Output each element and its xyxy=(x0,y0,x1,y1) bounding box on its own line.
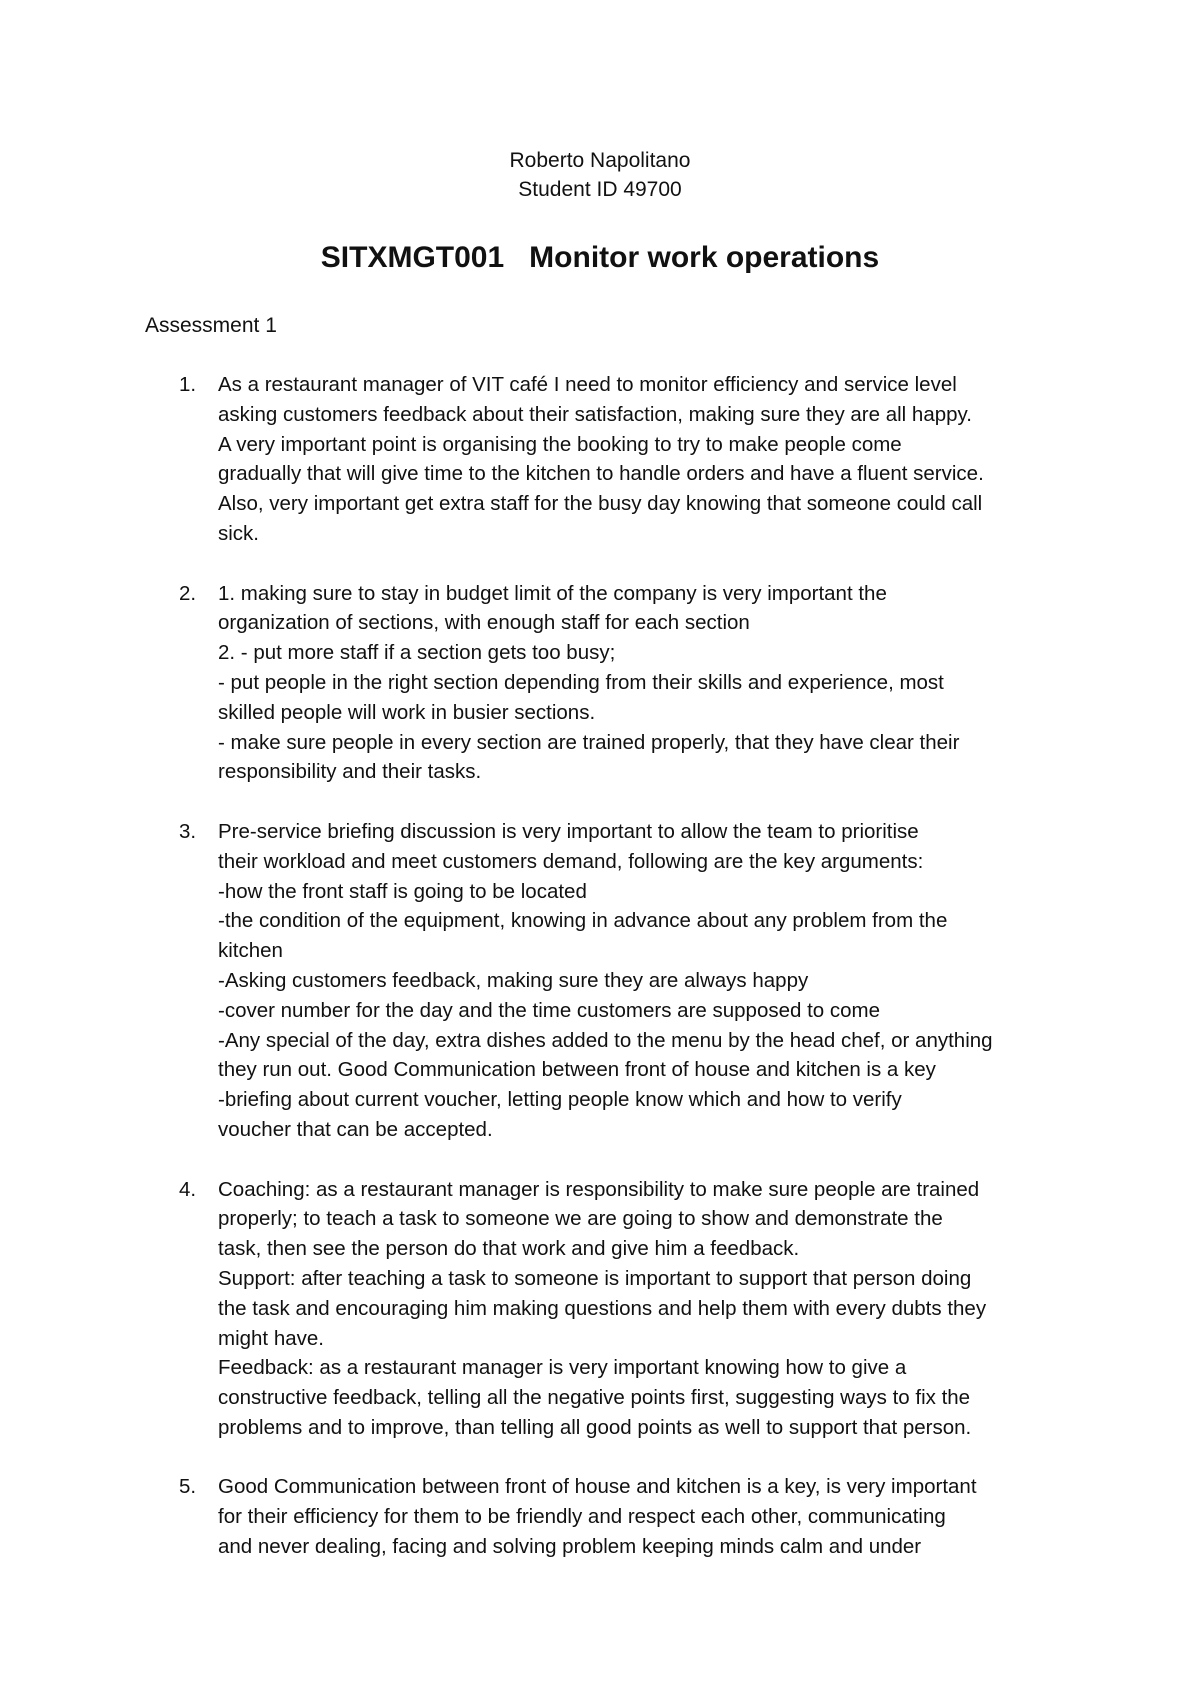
answer-line: organization of sections, with enough staff for each section xyxy=(218,611,750,635)
answer-line: might have. xyxy=(218,1326,324,1350)
student-id: Student ID 49700 xyxy=(518,178,682,201)
document-title: SITXMGT001 Monitor work operations xyxy=(320,241,880,274)
answer-line: properly; to teach a task to someone we are going to show and demonstrate the xyxy=(218,1207,943,1231)
answer-line: Pre-service briefing discussion is very important to allow the team to prioritise xyxy=(218,819,919,843)
question-item xyxy=(0,817,1200,1145)
question-answer xyxy=(218,370,1098,549)
answer-line: voucher that can be accepted. xyxy=(218,1117,493,1141)
question-item xyxy=(0,579,1200,788)
answer-line: -briefing about current voucher, letting people know which and how to verify xyxy=(218,1088,902,1112)
question-number: 1. xyxy=(179,373,197,396)
answer-line: Support: after teaching a task to someone is important to support that person doing xyxy=(218,1266,972,1290)
answer-line: asking customers feedback about their satisfaction, making sure they are all happy. xyxy=(218,402,972,426)
answer-line: responsibility and their tasks. xyxy=(218,760,482,784)
answer-line: -cover number for the day and the time customers are supposed to come xyxy=(218,998,881,1022)
answer-line: their workload and meet customers demand, following are the key arguments: xyxy=(218,849,924,873)
answer-line: Also, very important get extra staff for the busy day knowing that someone could call xyxy=(218,492,983,516)
answer-line: kitchen xyxy=(218,939,283,963)
question-answer xyxy=(218,817,1098,1145)
question-number: 2. xyxy=(179,581,197,605)
answer-line: -how the front staff is going to be located xyxy=(218,879,587,903)
answer-line: -Asking customers feedback, making sure they are always happy xyxy=(218,968,809,992)
answer-line: for their efficiency for them to be friendly and respect each other, communicating xyxy=(218,1505,946,1529)
question-number: 4. xyxy=(179,1177,197,1201)
answer-line: skilled people will work in busier sections. xyxy=(218,700,596,724)
answer-line: A very important point is organising the booking to try to make people come xyxy=(218,432,902,456)
document-header xyxy=(0,146,1200,204)
question-number: 5. xyxy=(179,1475,197,1499)
answer-line: and never dealing, facing and solving problem keeping minds calm and under xyxy=(218,1535,922,1559)
answer-line: -the condition of the equipment, knowing in advance about any problem from the xyxy=(218,909,948,933)
question-item xyxy=(0,1472,1200,1561)
question-item xyxy=(0,370,1200,549)
question-item xyxy=(0,1175,1200,1443)
answer-line: Good Communication between front of house and kitchen is a key, is very important xyxy=(218,1475,977,1499)
answer-line: - put people in the right section depending from their skills and experience, most xyxy=(218,670,944,694)
question-answer xyxy=(218,1472,1098,1561)
question-number: 3. xyxy=(179,819,197,843)
answer-line: the task and encouraging him making questions and help them with every dubts they xyxy=(218,1296,987,1320)
question-list xyxy=(0,370,1200,1592)
answer-line: -Any special of the day, extra dishes added to the menu by the head chef, or anything xyxy=(218,1028,993,1052)
question-answer xyxy=(218,579,1098,788)
answer-line: 2. - put more staff if a section gets too busy; xyxy=(218,641,616,665)
answer-line: Feedback: as a restaurant manager is very important knowing how to give a xyxy=(218,1356,907,1380)
answer-line: they run out. Good Communication between front of house and kitchen is a key xyxy=(218,1058,936,1082)
question-answer xyxy=(218,1175,1098,1443)
answer-line: 1. making sure to stay in budget limit of the company is very important the xyxy=(218,581,887,605)
answer-line: constructive feedback, telling all the negative points first, suggesting ways to fix the xyxy=(218,1386,971,1410)
answer-line: gradually that will give time to the kitchen to handle orders and have a fluent service. xyxy=(218,462,984,486)
answer-line: - make sure people in every section are trained properly, that they have clear their xyxy=(218,730,960,754)
answer-line: problems and to improve, than telling all good points as well to support that person. xyxy=(218,1415,972,1439)
answer-line: Coaching: as a restaurant manager is responsibility to make sure people are trained xyxy=(218,1177,980,1201)
answer-line: sick. xyxy=(218,521,259,545)
assessment-label: Assessment 1 xyxy=(145,314,277,337)
author-name: Roberto Napolitano xyxy=(509,149,691,172)
answer-line: task, then see the person do that work and give him a feedback. xyxy=(218,1237,800,1261)
answer-line: As a restaurant manager of VIT café I need to monitor efficiency and service level xyxy=(218,373,957,396)
